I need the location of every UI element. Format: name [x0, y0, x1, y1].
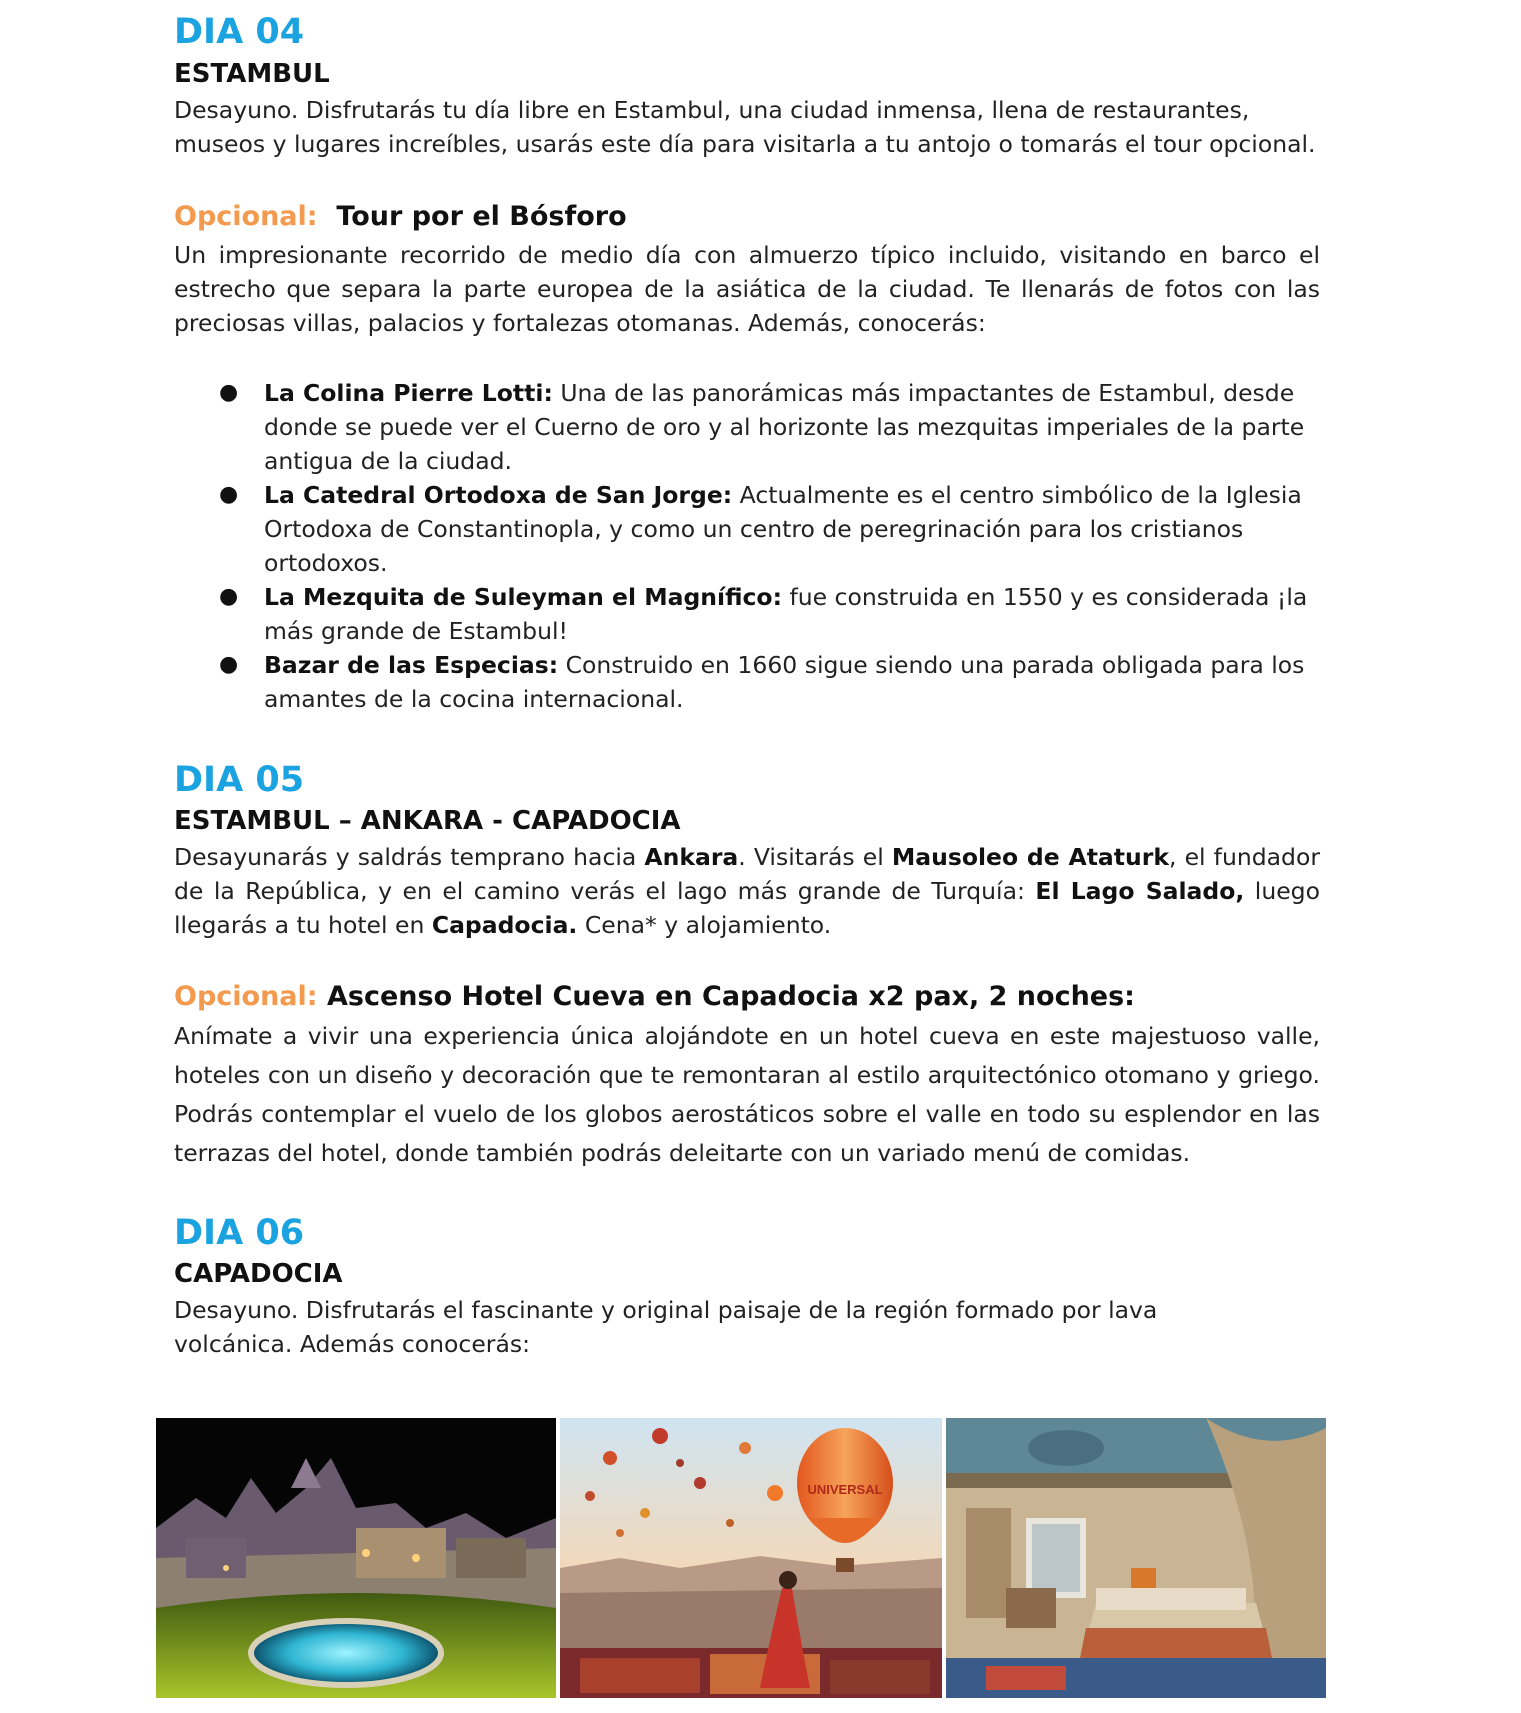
optional-label: Opcional: — [174, 201, 318, 232]
list-item-title: La Colina Pierre Lotti: — [264, 379, 553, 407]
photo-strip — [156, 1418, 1326, 1698]
day-05-optional-heading — [174, 979, 1135, 1015]
cave-hotel-night-photo — [156, 1418, 556, 1698]
bullet-icon: ● — [219, 482, 239, 507]
list-item — [174, 648, 1320, 716]
optional-label: Opcional: — [174, 981, 318, 1012]
day-04-optional-heading — [174, 199, 627, 235]
day-05-place: ESTAMBUL – ANKARA - CAPADOCIA — [174, 806, 681, 836]
day-06-place: CAPADOCIA — [174, 1259, 343, 1289]
list-item-text: Construido en 1660 sigue siendo una parada obligada para los amantes de la cocina internacional. — [264, 651, 1305, 713]
day-06-title: DIA 06 — [174, 1213, 305, 1253]
cave-bedroom-photo — [946, 1418, 1326, 1698]
day-04-optional-text: Un impresionante recorrido de medio día con almuerzo típico incluido, visitando en barco el estrecho que separa la parte europea de la asiática de la ciudad. Te llenarás de fotos con las preciosas villas, palacios y fortalezas otomanas. Además, conocerás: — [174, 241, 1320, 337]
list-item-title: La Mezquita de Suleyman el Magnífico: — [264, 583, 782, 611]
hot-air-balloons-photo — [560, 1418, 942, 1698]
day-05-description: Desayunarás y saldrás temprano hacia Ankara. Visitarás el Mausoleo de Ataturk, el fundador de la República, y en el camino verás el lago más grande de Turquía: El Lago Salado, luego llegarás a tu hotel en Capadocia. Cena* y alojamiento. — [174, 843, 1321, 939]
bullet-icon: ● — [219, 584, 239, 609]
optional-title: Ascenso Hotel Cueva en Capadocia x2 pax, 2 noches: — [327, 981, 1135, 1012]
balloon-logo-text: UNIVERSAL — [807, 1482, 883, 1497]
list-item-text: Una de las panorámicas más impactantes de Estambul, desde donde se puede ver el Cuerno de oro y al horizonte las mezquitas imperiales de la parte antigua de la ciudad. — [264, 379, 1305, 475]
optional-title: Tour por el Bósforo — [336, 201, 627, 232]
list-item-text: fue construida en 1550 y es considerada ¡la más grande de Estambul! — [264, 583, 1308, 645]
day-04-section — [174, 10, 304, 54]
day-05-optional-text: Anímate a vivir una experiencia única alojándote en un hotel cueva en este majestuoso valle, hoteles con un diseño y decoración que te remontaran al estilo arquitectónico otomano y griego. Podrás contemplar el vuelo de los globos aerostáticos sobre el valle en todo su esplendor en las terrazas del hotel, donde también podrás deleitarte con un variado menú de comidas. — [174, 1022, 1320, 1167]
bullet-icon: ● — [219, 380, 239, 405]
list-item — [174, 580, 1320, 648]
list-item-title: Bazar de las Especias: — [264, 651, 559, 679]
day-05-title: DIA 05 — [174, 760, 305, 800]
list-item-title: La Catedral Ortodoxa de San Jorge: — [264, 481, 733, 509]
day-04-description: Desayuno. Disfrutarás tu día libre en Estambul, una ciudad inmensa, llena de restaurantes, museos y lugares increíbles, usarás este día para visitarla a tu antojo o tomarás el tour opcional. — [174, 96, 1316, 158]
list-item — [174, 376, 1320, 478]
day-04-place: ESTAMBUL — [174, 59, 330, 89]
day-06-description: Desayuno. Disfrutarás el fascinante y original paisaje de la región formado por lava volcánica. Además conocerás: — [174, 1296, 1158, 1358]
list-item — [174, 478, 1320, 580]
list-item-text: Actualmente es el centro simbólico de la Iglesia Ortodoxa de Constantinopla, y como un centro de peregrinación para los cristianos ortodoxos. — [264, 481, 1302, 577]
bullet-icon: ● — [219, 652, 239, 677]
day-04-attractions-list — [174, 376, 1320, 716]
day-04-title: DIA 04 — [174, 12, 305, 52]
